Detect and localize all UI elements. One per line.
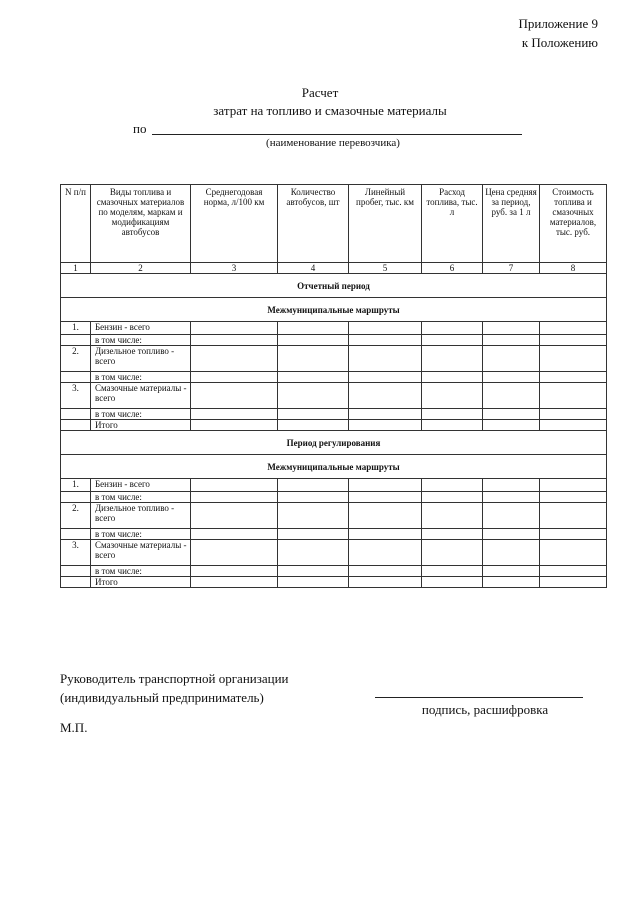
empty-cell <box>349 577 422 588</box>
empty-cell <box>483 479 540 492</box>
empty-cell <box>349 566 422 577</box>
section-reporting-period <box>61 274 607 431</box>
empty-cell <box>483 346 540 372</box>
empty-cell <box>191 420 278 431</box>
empty-cell <box>349 335 422 346</box>
column-number: 3 <box>191 263 278 274</box>
appendix-number: Приложение 9 <box>518 16 598 31</box>
header-cell: Цена средняя за период, руб. за 1 л <box>483 185 540 263</box>
empty-cell <box>349 409 422 420</box>
table-row <box>61 566 607 577</box>
row-label: в том числе: <box>91 492 191 503</box>
header-cell: Стоимость топлива и смазочных материалов, тыс. руб. <box>540 185 607 263</box>
empty-cell <box>422 540 483 566</box>
column-number: 5 <box>349 263 422 274</box>
empty-cell <box>349 322 422 335</box>
empty-cell <box>278 577 349 588</box>
column-number: 2 <box>91 263 191 274</box>
row-number <box>61 409 91 420</box>
empty-cell <box>540 383 607 409</box>
empty-cell <box>278 503 349 529</box>
empty-cell <box>191 372 278 383</box>
stamp-place: М.П. <box>60 720 88 735</box>
table-row <box>61 372 607 383</box>
empty-cell <box>191 566 278 577</box>
empty-cell <box>540 529 607 540</box>
table-row <box>61 409 607 420</box>
table-row <box>61 335 607 346</box>
row-number: 1. <box>61 479 91 492</box>
row-number <box>61 566 91 577</box>
empty-cell <box>540 409 607 420</box>
row-number <box>61 335 91 346</box>
row-label: в том числе: <box>91 409 191 420</box>
empty-cell <box>483 492 540 503</box>
empty-cell <box>422 346 483 372</box>
empty-cell <box>540 503 607 529</box>
signature-line <box>375 697 583 698</box>
row-label: Итого <box>91 577 191 588</box>
empty-cell <box>278 492 349 503</box>
table-row <box>61 420 607 431</box>
signatory-title: Руководитель транспортной организации <box>60 671 289 686</box>
empty-cell <box>349 420 422 431</box>
empty-cell <box>540 566 607 577</box>
appendix-reference <box>518 14 598 52</box>
carrier-prefix: по <box>133 121 147 136</box>
empty-cell <box>349 492 422 503</box>
empty-cell <box>422 577 483 588</box>
table-row <box>61 503 607 529</box>
row-label: Дизельное топливо - всего <box>91 346 191 372</box>
empty-cell <box>191 409 278 420</box>
empty-cell <box>422 566 483 577</box>
column-number: 1 <box>61 263 91 274</box>
header-cell: N п/п <box>61 185 91 263</box>
empty-cell <box>278 322 349 335</box>
row-label: в том числе: <box>91 372 191 383</box>
empty-cell <box>349 529 422 540</box>
empty-cell <box>349 503 422 529</box>
empty-cell <box>540 540 607 566</box>
signatory-subtitle: (индивидуальный предприниматель) <box>60 690 264 705</box>
empty-cell <box>422 335 483 346</box>
table-row <box>61 322 607 335</box>
empty-cell <box>191 503 278 529</box>
empty-cell <box>349 372 422 383</box>
empty-cell <box>191 540 278 566</box>
empty-cell <box>483 383 540 409</box>
empty-cell <box>540 346 607 372</box>
empty-cell <box>540 335 607 346</box>
row-number <box>61 372 91 383</box>
empty-cell <box>483 409 540 420</box>
empty-cell <box>540 322 607 335</box>
header-cell: Среднегодовая норма, л/100 км <box>191 185 278 263</box>
section-regulation-period <box>61 431 607 588</box>
row-number: 3. <box>61 540 91 566</box>
table-row <box>61 540 607 566</box>
empty-cell <box>422 503 483 529</box>
empty-cell <box>191 479 278 492</box>
row-label: Бензин - всего <box>91 322 191 335</box>
empty-cell <box>422 409 483 420</box>
empty-cell <box>278 409 349 420</box>
section-period-heading: Период регулирования <box>61 431 607 455</box>
row-label: Смазочные материалы - всего <box>91 383 191 409</box>
table-row <box>61 492 607 503</box>
empty-cell <box>278 479 349 492</box>
document-subtitle: затрат на топливо и смазочные материалы <box>213 103 447 118</box>
row-number: 2. <box>61 346 91 372</box>
row-number <box>61 492 91 503</box>
empty-cell <box>278 383 349 409</box>
empty-cell <box>540 492 607 503</box>
row-number <box>61 420 91 431</box>
table-row <box>61 479 607 492</box>
empty-cell <box>422 372 483 383</box>
carrier-name-caption: (наименование перевозчика) <box>266 137 400 149</box>
empty-cell <box>483 540 540 566</box>
empty-cell <box>278 420 349 431</box>
empty-cell <box>349 540 422 566</box>
empty-cell <box>422 479 483 492</box>
empty-cell <box>540 372 607 383</box>
row-label: Смазочные материалы - всего <box>91 540 191 566</box>
empty-cell <box>483 529 540 540</box>
row-label: Бензин - всего <box>91 479 191 492</box>
empty-cell <box>540 420 607 431</box>
empty-cell <box>278 566 349 577</box>
signature-block <box>60 669 289 707</box>
empty-cell <box>191 577 278 588</box>
column-number: 7 <box>483 263 540 274</box>
empty-cell <box>540 577 607 588</box>
empty-cell <box>422 420 483 431</box>
row-number: 2. <box>61 503 91 529</box>
table-header-row <box>61 185 607 263</box>
row-number: 3. <box>61 383 91 409</box>
empty-cell <box>349 479 422 492</box>
fuel-cost-table <box>60 184 607 588</box>
row-label: Дизельное топливо - всего <box>91 503 191 529</box>
row-label: в том числе: <box>91 566 191 577</box>
empty-cell <box>191 529 278 540</box>
empty-cell <box>483 566 540 577</box>
empty-cell <box>349 383 422 409</box>
section-routes-heading: Межмуниципальные маршруты <box>61 298 607 322</box>
row-label: Итого <box>91 420 191 431</box>
empty-cell <box>278 346 349 372</box>
carrier-name-line <box>152 134 522 135</box>
table-row <box>61 383 607 409</box>
row-label: в том числе: <box>91 529 191 540</box>
section-period-heading: Отчетный период <box>61 274 607 298</box>
empty-cell <box>483 322 540 335</box>
row-number <box>61 529 91 540</box>
empty-cell <box>191 322 278 335</box>
header-cell: Количество автобусов, шт <box>278 185 349 263</box>
row-label: в том числе: <box>91 335 191 346</box>
row-number: 1. <box>61 322 91 335</box>
empty-cell <box>191 346 278 372</box>
empty-cell <box>278 540 349 566</box>
header-cell: Расход топлива, тыс. л <box>422 185 483 263</box>
document-title: Расчет <box>301 85 339 100</box>
column-number: 6 <box>422 263 483 274</box>
row-number <box>61 577 91 588</box>
empty-cell <box>278 529 349 540</box>
empty-cell <box>349 346 422 372</box>
table-row <box>61 577 607 588</box>
empty-cell <box>422 492 483 503</box>
empty-cell <box>422 322 483 335</box>
column-number-row <box>61 263 607 274</box>
column-number: 8 <box>540 263 607 274</box>
empty-cell <box>278 335 349 346</box>
signature-caption: подпись, расшифровка <box>421 702 549 717</box>
empty-cell <box>422 383 483 409</box>
empty-cell <box>540 479 607 492</box>
header-cell: Виды топлива и смазочных материалов по моделям, маркам и модификациям автобусов <box>91 185 191 263</box>
empty-cell <box>191 335 278 346</box>
empty-cell <box>191 492 278 503</box>
empty-cell <box>483 372 540 383</box>
empty-cell <box>483 503 540 529</box>
empty-cell <box>191 383 278 409</box>
section-routes-heading: Межмуниципальные маршруты <box>61 455 607 479</box>
header-cell: Линейный пробег, тыс. км <box>349 185 422 263</box>
table-row <box>61 346 607 372</box>
table-row <box>61 529 607 540</box>
empty-cell <box>422 529 483 540</box>
empty-cell <box>483 420 540 431</box>
empty-cell <box>483 577 540 588</box>
empty-cell <box>483 335 540 346</box>
column-number: 4 <box>278 263 349 274</box>
appendix-regulation: к Положению <box>521 35 598 50</box>
empty-cell <box>278 372 349 383</box>
